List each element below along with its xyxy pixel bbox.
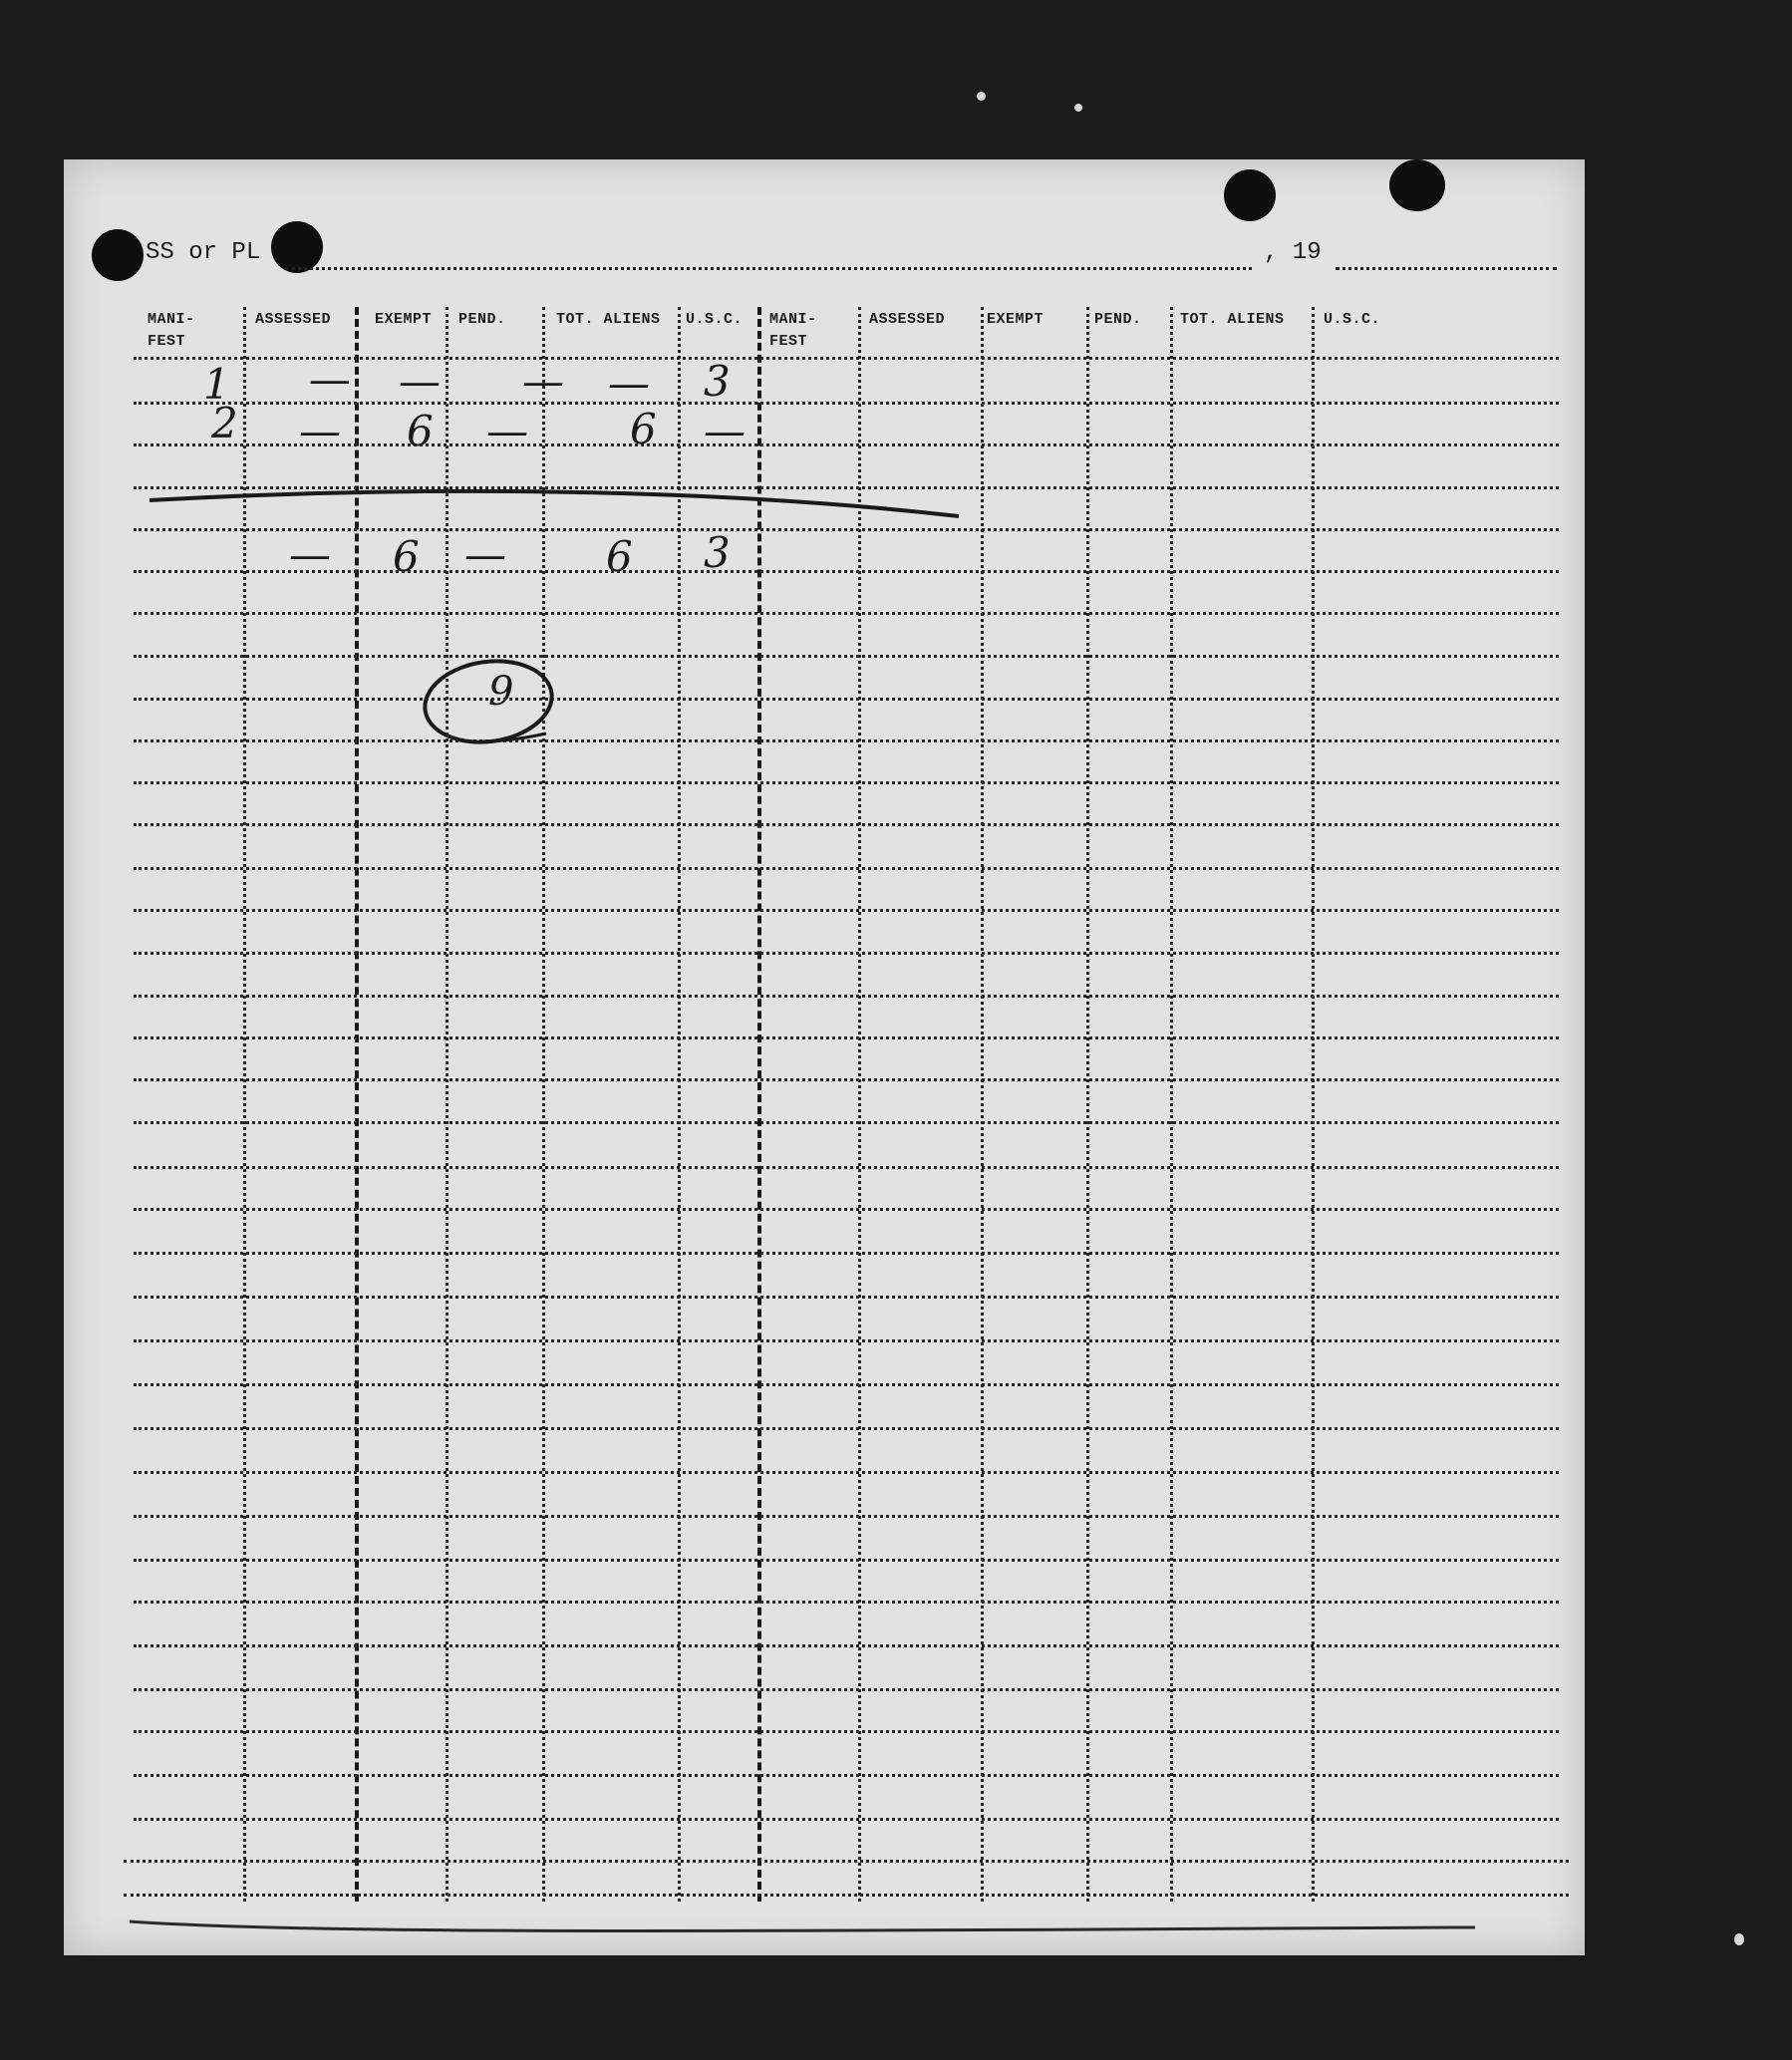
- entry-row2-tot-aliens: 6: [630, 405, 657, 453]
- sum-underline-stroke: [149, 491, 959, 516]
- total-tot-aliens: 6: [606, 532, 633, 581]
- col-header-assessed-left: ASSESSED: [255, 311, 332, 328]
- circled-grand-total: 9: [488, 669, 514, 715]
- bottom-edge-scribble: [130, 1921, 1475, 1931]
- entry-row1-assessed: —: [309, 355, 351, 404]
- entry-row1-manifest: 1: [203, 360, 230, 409]
- total-assessed: —: [289, 530, 331, 579]
- col-header-pend-right: PEND.: [1094, 311, 1142, 328]
- entry-row1-usc: 3: [704, 357, 731, 406]
- col-header-pend-left: PEND.: [458, 311, 506, 328]
- entry-row1-tot-aliens: —: [608, 359, 650, 408]
- entry-row2-assessed: —: [299, 407, 341, 455]
- entry-row2-manifest: 2: [211, 399, 238, 447]
- col-header-assessed-right: ASSESSED: [869, 311, 946, 328]
- col-header-exempt-left: EXEMPT: [375, 311, 433, 328]
- entry-row1-exempt: —: [399, 357, 441, 406]
- entry-row2-exempt: 6: [407, 407, 434, 455]
- year-label: , 19: [1264, 239, 1322, 266]
- col-header-manifest-right: MANI- FEST: [769, 311, 817, 350]
- col-header-tot-aliens-left: TOT. ALIENS: [556, 311, 661, 328]
- entry-row2-usc: —: [704, 407, 746, 455]
- col-header-manifest-left: MANI- FEST: [148, 311, 195, 350]
- vessel-label: SS or PL: [146, 239, 261, 266]
- entry-row2-pend: —: [486, 407, 528, 455]
- total-usc: 3: [704, 528, 731, 577]
- total-exempt: 6: [393, 532, 420, 581]
- col-header-usc-right: U.S.C.: [1324, 311, 1381, 328]
- col-header-tot-aliens-right: TOT. ALIENS: [1180, 311, 1285, 328]
- col-header-usc-left: U.S.C.: [686, 311, 744, 328]
- col-header-exempt-right: EXEMPT: [987, 311, 1045, 328]
- entry-row1-pend: —: [522, 357, 564, 406]
- total-pend: —: [464, 530, 506, 579]
